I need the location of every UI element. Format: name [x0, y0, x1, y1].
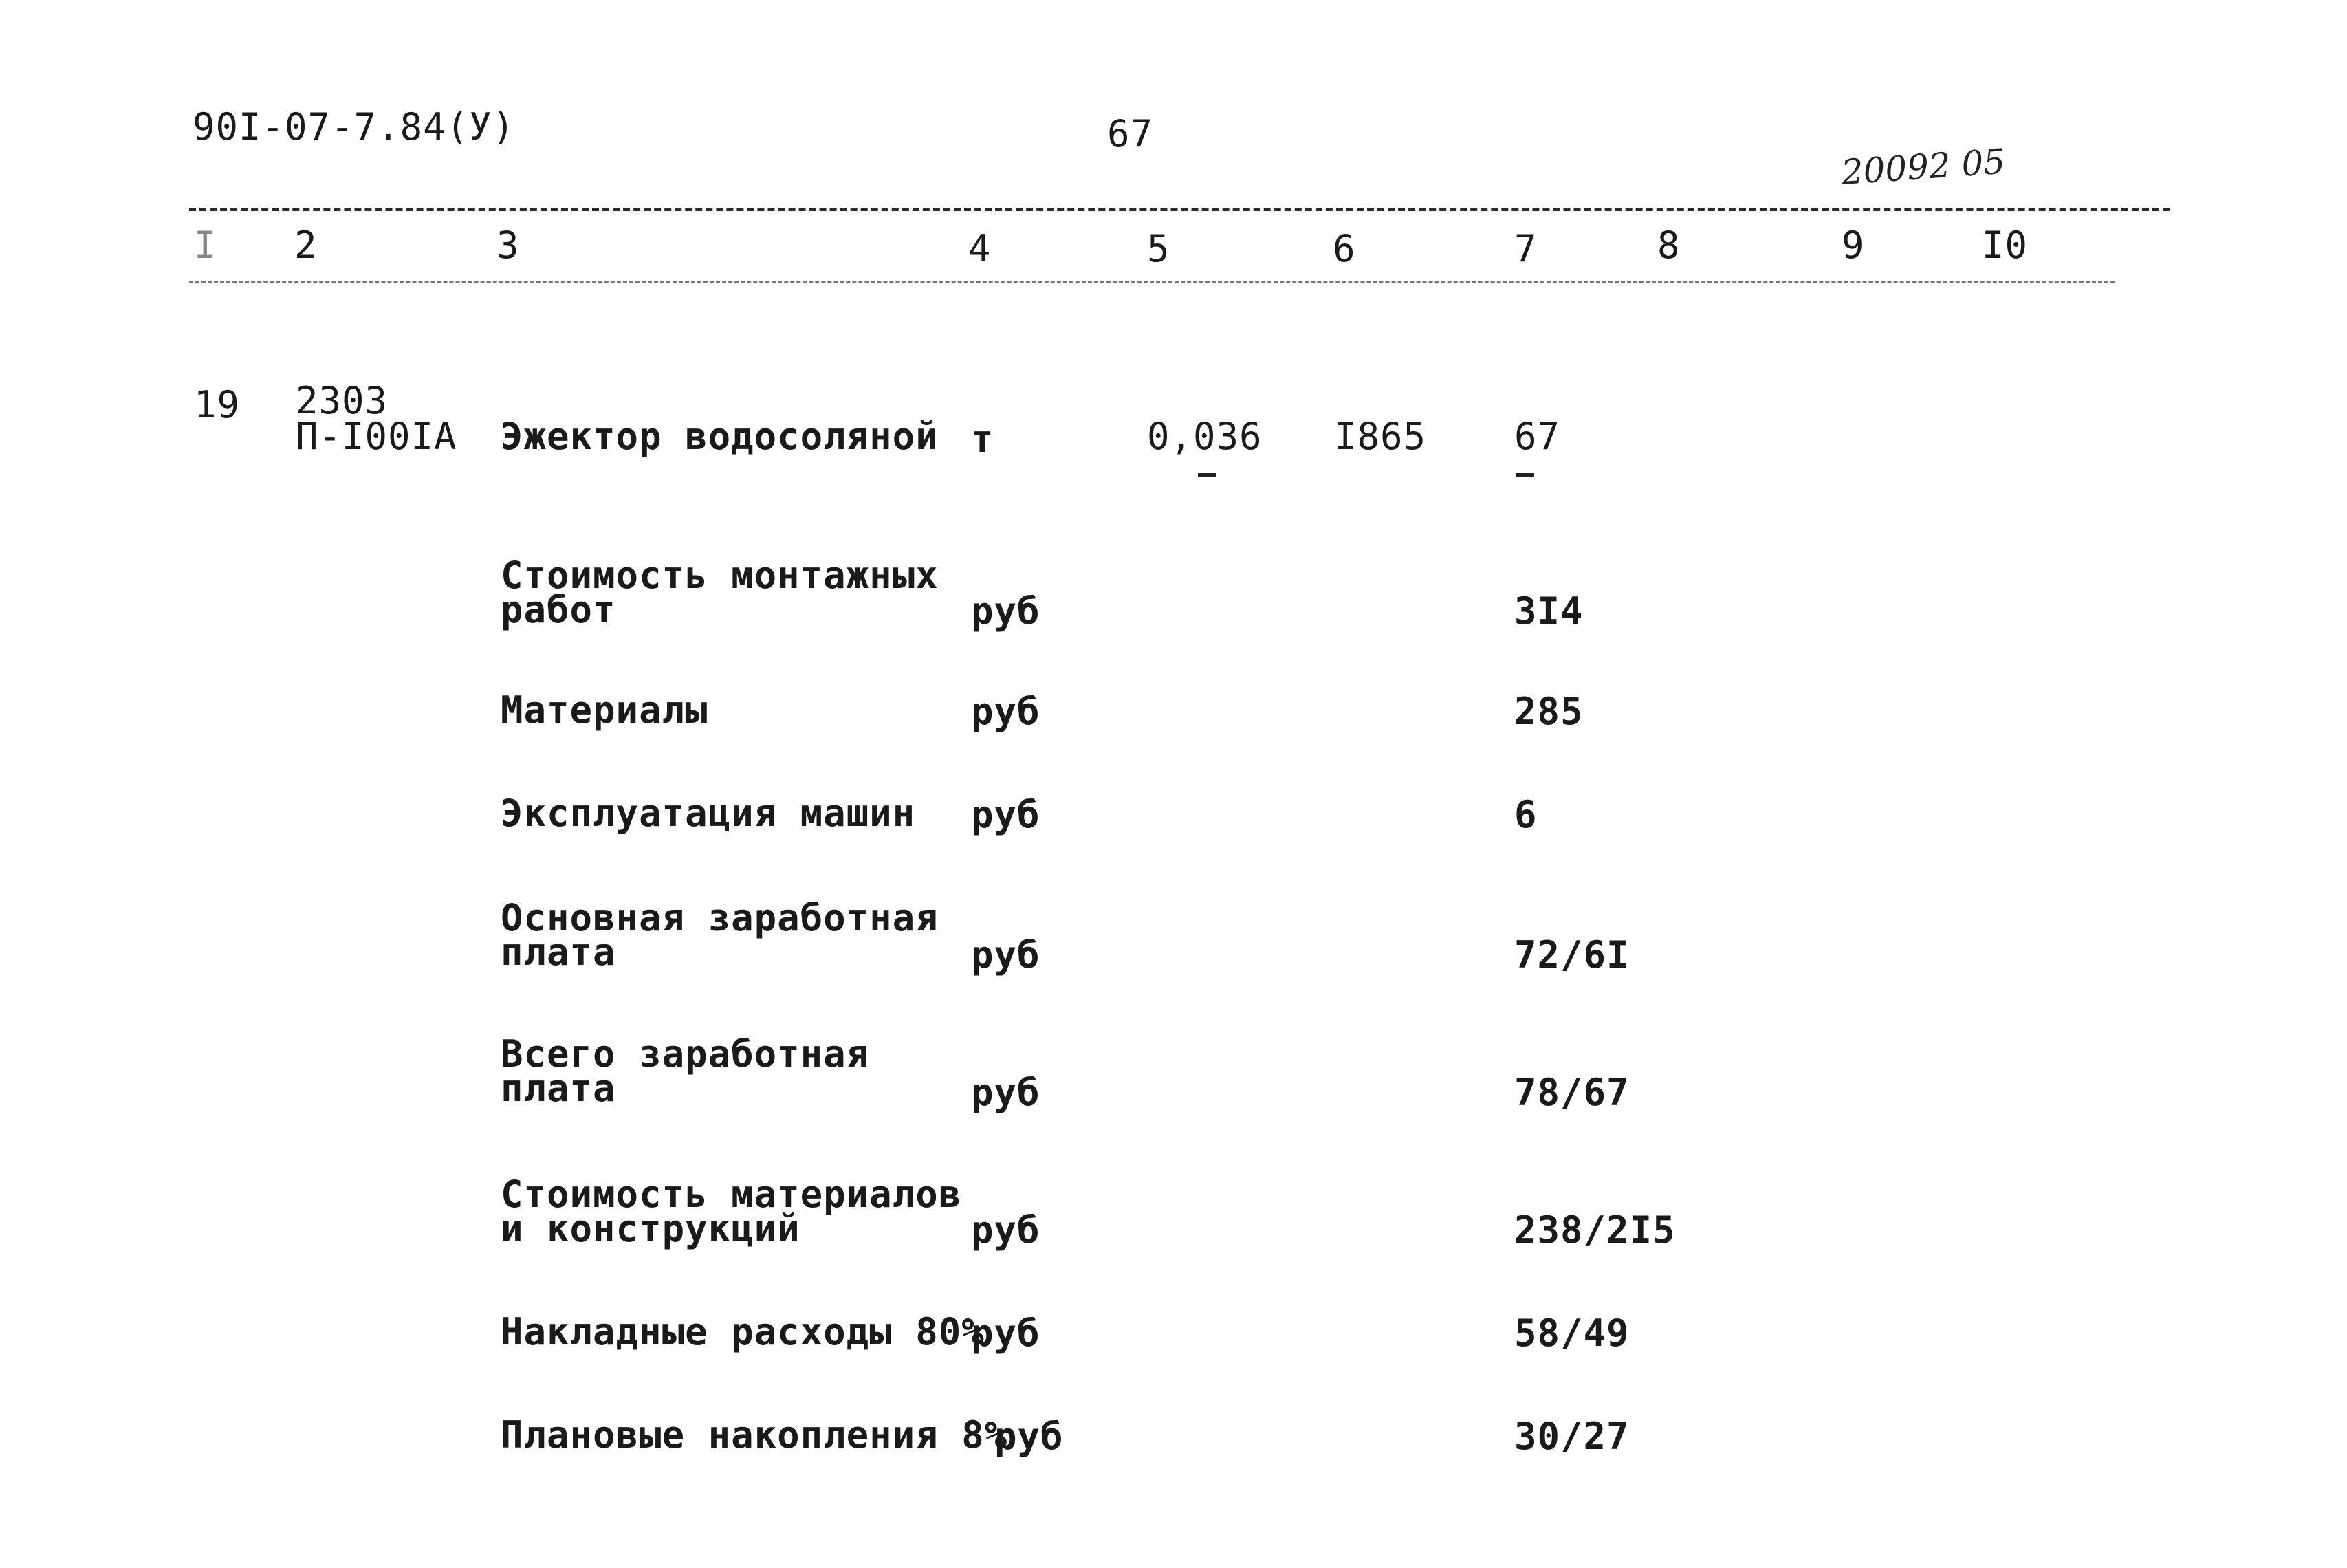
header-bottom-rule — [189, 281, 2115, 283]
cost-label-line1: Накладные расходы 80% — [501, 1310, 985, 1353]
cost-label — [501, 688, 708, 732]
handwritten-number: 20092 05 — [1840, 141, 2007, 193]
cost-label — [501, 1032, 870, 1110]
column-number-3: 3 — [496, 224, 520, 267]
cost-label — [501, 554, 939, 631]
cost-label-line2: плата — [501, 930, 616, 974]
column-number-5: 5 — [1147, 227, 1170, 270]
column-number-10: I0 — [1982, 224, 2029, 267]
page-number: 67 — [1107, 112, 1154, 155]
item-name: Эжектор водосоляной — [501, 415, 939, 458]
cost-unit: руб — [971, 1311, 1040, 1355]
cost-label-line2: плата — [501, 1067, 616, 1110]
item-code-line2: П-I00IА — [296, 415, 457, 458]
cost-unit: руб — [971, 1208, 1040, 1252]
cost-label-line1: Основная заработная — [501, 896, 939, 939]
column-number-8: 8 — [1657, 224, 1681, 267]
column-number-4: 4 — [968, 227, 992, 270]
cost-label — [501, 792, 916, 835]
cost-label — [501, 896, 939, 974]
item-quantity: 0,036 — [1147, 415, 1263, 458]
cost-label — [501, 1173, 962, 1250]
cost-unit: руб — [971, 1071, 1040, 1114]
cost-unit: руб — [971, 589, 1040, 633]
cost-label-line2: и конструкций — [501, 1207, 800, 1250]
cost-unit: руб — [971, 793, 1040, 836]
cost-unit: руб — [971, 690, 1040, 733]
item-position: 19 — [194, 383, 241, 426]
item-unit-price: I865 — [1334, 415, 1427, 458]
cost-value: 30/27 — [1514, 1415, 1630, 1458]
column-number-2: 2 — [294, 224, 318, 267]
cost-label-line1: Плановые накопления 8% — [501, 1413, 1008, 1457]
cost-label-line1: Стоимость монтажных — [501, 554, 939, 597]
cost-value: 78/67 — [1514, 1071, 1630, 1114]
header-top-rule — [189, 208, 2170, 211]
quantity-mark — [1198, 473, 1216, 477]
cost-value: 58/49 — [1514, 1311, 1630, 1355]
cost-unit: руб — [994, 1415, 1064, 1458]
column-number-9: 9 — [1842, 224, 1865, 267]
cost-value: 6 — [1514, 793, 1538, 836]
cost-unit: руб — [971, 933, 1040, 977]
cost-value: 238/2I5 — [1514, 1208, 1676, 1252]
cost-label-line2: работ — [501, 588, 616, 631]
cost-value: 3I4 — [1514, 589, 1584, 633]
cost-label — [501, 1310, 985, 1353]
item-total: 67 — [1514, 415, 1561, 458]
item-code-line1: 2303 — [296, 379, 389, 422]
cost-label-line1: Эксплуатация машин — [501, 792, 916, 835]
cost-label — [501, 1413, 1008, 1457]
column-number-1: I — [194, 224, 217, 267]
cost-label-line1: Стоимость материалов — [501, 1173, 962, 1216]
column-number-7: 7 — [1514, 227, 1538, 270]
item-unit: т — [971, 417, 994, 461]
column-number-6: 6 — [1333, 227, 1356, 270]
cost-value: 72/6I — [1514, 933, 1630, 977]
cost-value: 285 — [1514, 690, 1584, 733]
total-mark — [1516, 473, 1534, 477]
cost-label-line1: Всего заработная — [501, 1032, 870, 1076]
cost-label-line1: Материалы — [501, 688, 708, 732]
document-code: 90I-07-7.84(У) — [193, 105, 516, 149]
